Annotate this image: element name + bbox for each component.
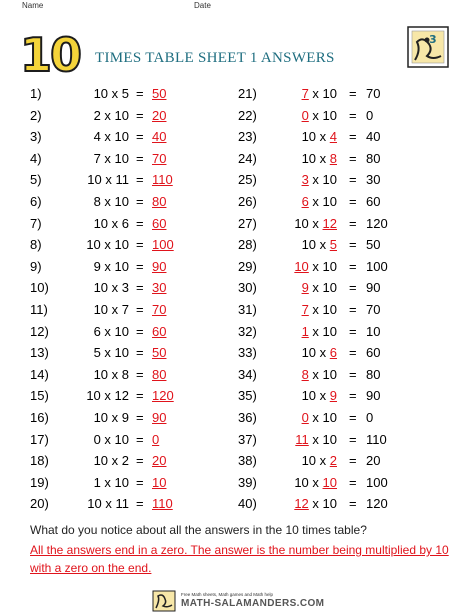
answer-value: 60 <box>152 323 167 339</box>
multiplication-expression: 6 x 10 <box>301 194 337 209</box>
factor-b: 11 <box>115 496 129 512</box>
question-row: 40) 12 x 10 = 120 <box>238 493 413 515</box>
multiplication-expression: 6 x 10 <box>93 323 129 339</box>
factor-b: 10 <box>114 323 129 339</box>
multiplication-expression: 4 x 10 <box>93 129 129 145</box>
multiplication-expression: 8 x 10 <box>301 366 337 382</box>
multiplication-expression: 7 x 10 <box>301 302 337 317</box>
factor-a: 8 <box>93 194 101 209</box>
factor-a: 10 <box>86 237 101 253</box>
question-number: 7) <box>30 215 42 231</box>
factor-b: 10 <box>322 258 337 274</box>
multiplication-expression: 10 x 5 <box>301 237 337 253</box>
question-number: 12) <box>30 323 49 339</box>
factor-b: 10 <box>114 345 129 361</box>
factor-b: 5 <box>121 86 129 101</box>
factor-b: 6 <box>121 215 129 231</box>
factor-b: 10 <box>114 474 129 490</box>
factor-b: 12 <box>114 388 129 404</box>
answer-text <box>30 541 450 577</box>
multiplication-expression: 7 x 10 <box>301 86 337 101</box>
question-number: 28) <box>238 237 257 253</box>
answer-value: 60 <box>152 215 167 231</box>
question-text: What do you notice about all the answers in the 10 times table? <box>30 523 367 537</box>
question-row: 38) 10 x 2 = 20 <box>238 450 413 472</box>
answer-value: 90 <box>366 280 381 296</box>
factor-a: 0 <box>301 410 309 425</box>
factor-b: 10 <box>114 107 129 123</box>
factor-b: 10 <box>322 280 337 296</box>
question-number: 8) <box>30 237 42 253</box>
factor-a: 10 <box>301 345 317 361</box>
factor-a: 10 <box>93 366 109 382</box>
factor-a: 9 <box>93 258 101 274</box>
question-number: 13) <box>30 345 49 361</box>
question-row: 35) 10 x 9 = 90 <box>238 385 413 407</box>
multiplication-expression: 10 x 12 <box>86 388 129 404</box>
question-number: 23) <box>238 129 257 145</box>
answer-value: 10 <box>152 474 167 490</box>
multiplication-expression: 3 x 10 <box>301 172 337 188</box>
factor-b: 2 <box>121 453 129 469</box>
multiplication-expression: 10 x 10 <box>294 258 337 274</box>
answer-value: 80 <box>366 366 381 382</box>
answer-value: 0 <box>366 107 374 123</box>
factor-a: 10 <box>294 474 309 490</box>
question-row: 25) 3 x 10 = 30 <box>238 169 413 191</box>
question-number: 24) <box>238 150 257 166</box>
factor-b: 2 <box>329 453 337 469</box>
answer-value: 60 <box>366 194 381 209</box>
factor-a: 10 <box>93 280 109 296</box>
factor-a: 4 <box>93 129 101 145</box>
factor-b: 10 <box>322 107 337 123</box>
factor-b: 10 <box>114 431 129 447</box>
multiplication-expression: 8 x 10 <box>93 194 129 209</box>
factor-b: 10 <box>114 237 129 253</box>
multiplication-expression: 10 x 2 <box>301 453 337 469</box>
question-row: 22) 0 x 10 = 0 <box>238 105 413 127</box>
answer-value: 90 <box>152 410 167 425</box>
factor-b: 10 <box>322 410 337 425</box>
question-number: 16) <box>30 410 49 425</box>
answer-line-1: All the answers end in a zero. The answer is the number being multiplied by 10 <box>30 543 449 557</box>
factor-b: 6 <box>329 345 337 361</box>
multiplication-expression: 2 x 10 <box>93 107 129 123</box>
factor-a: 7 <box>301 302 309 317</box>
factor-b: 9 <box>121 410 129 425</box>
date-label: Date <box>194 1 211 10</box>
factor-b: 11 <box>115 172 129 188</box>
factor-b: 10 <box>114 258 129 274</box>
question-row: 37) 11 x 10 = 110 <box>238 429 413 451</box>
factor-b: 3 <box>121 280 129 296</box>
question-number: 25) <box>238 172 257 188</box>
question-number: 39) <box>238 474 257 490</box>
factor-a: 10 <box>86 388 101 404</box>
factor-b: 10 <box>114 150 129 166</box>
answer-value: 120 <box>152 388 174 404</box>
question-number: 1) <box>30 86 42 101</box>
multiplication-expression: 1 x 10 <box>93 474 129 490</box>
question-number: 6) <box>30 194 42 209</box>
multiplication-expression: 10 x 9 <box>93 410 129 425</box>
answer-value: 30 <box>366 172 381 188</box>
logo-number: 3 <box>429 33 437 46</box>
factor-a: 8 <box>301 366 309 382</box>
factor-b: 5 <box>329 237 337 253</box>
answer-value: 120 <box>366 215 388 231</box>
multiplication-expression: 0 x 10 <box>301 410 337 425</box>
answer-line-2: with a zero on the end. <box>30 561 152 575</box>
factor-a: 10 <box>87 496 102 512</box>
question-number: 10) <box>30 280 49 296</box>
factor-a: 1 <box>93 474 101 490</box>
factor-a: 10 <box>93 410 109 425</box>
multiplication-expression: 10 x 7 <box>93 302 129 317</box>
question-row: 26) 6 x 10 = 60 <box>238 191 413 213</box>
answer-value: 70 <box>152 150 167 166</box>
question-row: 2) 2 x 10 = 20 <box>30 105 190 127</box>
factor-a: 10 <box>87 172 102 188</box>
factor-a: 10 <box>301 237 317 253</box>
factor-a: 12 <box>294 496 309 512</box>
multiplication-expression: 0 x 10 <box>93 431 129 447</box>
question-number: 21) <box>238 86 257 101</box>
answer-value: 70 <box>366 86 381 101</box>
question-number: 2) <box>30 107 42 123</box>
question-row: 13) 5 x 10 = 50 <box>30 342 190 364</box>
question-number: 37) <box>238 431 257 447</box>
answer-value: 80 <box>152 194 167 209</box>
question-number: 30) <box>238 280 257 296</box>
answer-value: 110 <box>152 172 173 188</box>
factor-a: 3 <box>301 172 309 188</box>
factor-a: 5 <box>93 345 101 361</box>
answer-value: 30 <box>152 280 167 296</box>
factor-a: 7 <box>301 86 309 101</box>
multiplication-expression: 10 x 4 <box>301 129 337 145</box>
factor-b: 7 <box>121 302 129 317</box>
multiplication-expression: 10 x 10 <box>86 237 129 253</box>
factor-a: 10 <box>93 86 109 101</box>
question-number: 4) <box>30 150 42 166</box>
factor-a: 10 <box>301 388 317 404</box>
question-number: 20) <box>30 496 49 512</box>
answer-value: 0 <box>366 410 374 425</box>
question-row: 19) 1 x 10 = 10 <box>30 472 190 494</box>
question-row: 34) 8 x 10 = 80 <box>238 364 413 386</box>
multiplication-expression: 10 x 9 <box>301 388 337 404</box>
question-number: 38) <box>238 453 257 469</box>
salamander-mark-icon <box>152 590 176 612</box>
answer-value: 40 <box>152 129 167 145</box>
factor-a: 10 <box>301 453 317 469</box>
multiplication-expression: 10 x 3 <box>93 280 129 296</box>
factor-b: 8 <box>121 366 129 382</box>
question-row: 20) 10 x 11 = 110 <box>30 493 190 515</box>
page-title: TIMES TABLE SHEET 1 ANSWERS <box>95 50 335 66</box>
question-row: 15) 10 x 12 = 120 <box>30 385 190 407</box>
multiplication-expression: 5 x 10 <box>93 345 129 361</box>
question-number: 15) <box>30 388 49 404</box>
factor-a: 9 <box>301 280 309 296</box>
question-row: 27) 10 x 12 = 120 <box>238 213 413 235</box>
factor-a: 11 <box>295 431 309 447</box>
factor-b: 10 <box>114 194 129 209</box>
multiplication-expression: 10 x 12 <box>294 215 337 231</box>
factor-a: 1 <box>301 323 309 339</box>
answer-value: 100 <box>366 258 388 274</box>
big-ten-number: 10 <box>20 28 81 82</box>
factor-b: 10 <box>322 323 337 339</box>
answer-value: 110 <box>366 431 387 447</box>
answer-value: 80 <box>152 366 167 382</box>
factor-a: 10 <box>93 215 109 231</box>
answer-value: 50 <box>152 86 167 101</box>
question-row: 9) 9 x 10 = 90 <box>30 256 190 278</box>
answer-value: 50 <box>366 237 381 253</box>
answer-value: 20 <box>366 453 381 469</box>
answer-value: 0 <box>152 431 160 447</box>
question-row: 8) 10 x 10 = 100 <box>30 234 190 256</box>
multiplication-expression: 0 x 10 <box>301 107 337 123</box>
question-row: 16) 10 x 9 = 90 <box>30 407 190 429</box>
factor-b: 10 <box>322 172 337 188</box>
factor-a: 10 <box>301 150 317 166</box>
question-row: 36) 0 x 10 = 0 <box>238 407 413 429</box>
question-row: 10) 10 x 3 = 30 <box>30 277 190 299</box>
question-number: 35) <box>238 388 257 404</box>
answer-value: 60 <box>366 345 381 361</box>
question-number: 34) <box>238 366 257 382</box>
factor-b: 12 <box>322 215 337 231</box>
factor-b: 10 <box>322 302 337 317</box>
question-row: 17) 0 x 10 = 0 <box>30 429 190 451</box>
question-row: 1) 10 x 5 = 50 <box>30 83 190 105</box>
question-number: 29) <box>238 258 257 274</box>
factor-b: 10 <box>322 194 337 209</box>
answer-value: 20 <box>152 107 167 123</box>
site-footer <box>0 590 474 613</box>
multiplication-expression: 1 x 10 <box>301 323 337 339</box>
multiplication-expression: 10 x 8 <box>301 150 337 166</box>
multiplication-expression: 12 x 10 <box>294 496 337 512</box>
factor-a: 0 <box>301 107 309 123</box>
factor-b: 10 <box>322 86 337 101</box>
answer-value: 40 <box>366 129 381 145</box>
factor-a: 10 <box>93 453 109 469</box>
question-number: 22) <box>238 107 257 123</box>
factor-b: 8 <box>329 150 337 166</box>
question-number: 40) <box>238 496 257 512</box>
factor-a: 7 <box>93 150 101 166</box>
multiplication-expression: 10 x 2 <box>93 453 129 469</box>
question-number: 33) <box>238 345 257 361</box>
multiplication-expression: 9 x 10 <box>93 258 129 274</box>
answer-value: 90 <box>152 258 167 274</box>
multiplication-expression: 9 x 10 <box>301 280 337 296</box>
question-row: 7) 10 x 6 = 60 <box>30 213 190 235</box>
answer-value: 50 <box>152 345 167 361</box>
question-number: 19) <box>30 474 49 490</box>
multiplication-expression: 10 x 8 <box>93 366 129 382</box>
answer-value: 120 <box>366 496 388 512</box>
answer-value: 90 <box>366 388 381 404</box>
question-number: 3) <box>30 129 42 145</box>
question-row: 14) 10 x 8 = 80 <box>30 364 190 386</box>
factor-b: 10 <box>322 496 337 512</box>
multiplication-expression: 10 x 11 <box>87 172 129 188</box>
question-number: 32) <box>238 323 257 339</box>
factor-b: 10 <box>114 129 129 145</box>
question-row: 11) 10 x 7 = 70 <box>30 299 190 321</box>
question-row: 21) 7 x 10 = 70 <box>238 83 413 105</box>
answer-value: 100 <box>366 474 388 490</box>
multiplication-expression: 11 x 10 <box>295 431 337 447</box>
answer-value: 70 <box>366 302 381 317</box>
factor-b: 9 <box>329 388 337 404</box>
factor-a: 10 <box>301 129 317 145</box>
factor-a: 6 <box>301 194 309 209</box>
multiplication-expression: 10 x 5 <box>93 86 129 101</box>
question-number: 11) <box>30 302 48 317</box>
multiplication-expression: 7 x 10 <box>93 150 129 166</box>
factor-b: 4 <box>329 129 337 145</box>
question-row: 32) 1 x 10 = 10 <box>238 321 413 343</box>
question-number: 31) <box>238 302 257 317</box>
factor-b: 10 <box>322 366 337 382</box>
factor-a: 0 <box>93 431 101 447</box>
factor-a: 10 <box>294 258 309 274</box>
question-row: 3) 4 x 10 = 40 <box>30 126 190 148</box>
factor-a: 10 <box>294 215 309 231</box>
answer-value: 80 <box>366 150 381 166</box>
multiplication-expression: 10 x 6 <box>93 215 129 231</box>
question-row: 30) 9 x 10 = 90 <box>238 277 413 299</box>
site-tagline: Free Math sheets, Math games and Math help <box>181 592 274 597</box>
answer-value: 100 <box>152 237 174 253</box>
answer-value: 20 <box>152 453 167 469</box>
question-row: 18) 10 x 2 = 20 <box>30 450 190 472</box>
name-label: Name <box>22 1 44 10</box>
question-row: 12) 6 x 10 = 60 <box>30 321 190 343</box>
question-row: 29) 10 x 10 = 100 <box>238 256 413 278</box>
question-row: 4) 7 x 10 = 70 <box>30 148 190 170</box>
answer-value: 10 <box>366 323 381 339</box>
question-row: 24) 10 x 8 = 80 <box>238 148 413 170</box>
question-row: 31) 7 x 10 = 70 <box>238 299 413 321</box>
question-row: 6) 8 x 10 = 80 <box>30 191 190 213</box>
question-number: 27) <box>238 215 257 231</box>
question-number: 36) <box>238 410 257 425</box>
answer-value: 110 <box>152 496 173 512</box>
factor-b: 10 <box>322 431 337 447</box>
question-number: 9) <box>30 258 42 274</box>
question-row: 23) 10 x 4 = 40 <box>238 126 413 148</box>
question-number: 18) <box>30 453 49 469</box>
question-number: 5) <box>30 172 42 188</box>
question-row: 33) 10 x 6 = 60 <box>238 342 413 364</box>
question-row: 5) 10 x 11 = 110 <box>30 169 190 191</box>
question-row: 28) 10 x 5 = 50 <box>238 234 413 256</box>
multiplication-expression: 10 x 11 <box>87 496 129 512</box>
question-number: 14) <box>30 366 49 382</box>
question-number: 17) <box>30 431 49 447</box>
site-brand: MATH-SALAMANDERS.COM <box>181 598 325 609</box>
multiplication-expression: 10 x 6 <box>301 345 337 361</box>
question-row: 39) 10 x 10 = 100 <box>238 472 413 494</box>
answer-value: 70 <box>152 302 167 317</box>
factor-a: 10 <box>93 302 109 317</box>
salamander-logo-icon <box>407 26 449 68</box>
multiplication-expression: 10 x 10 <box>294 474 337 490</box>
factor-a: 6 <box>93 323 101 339</box>
factor-b: 10 <box>322 474 337 490</box>
question-number: 26) <box>238 194 257 209</box>
factor-a: 2 <box>93 107 101 123</box>
